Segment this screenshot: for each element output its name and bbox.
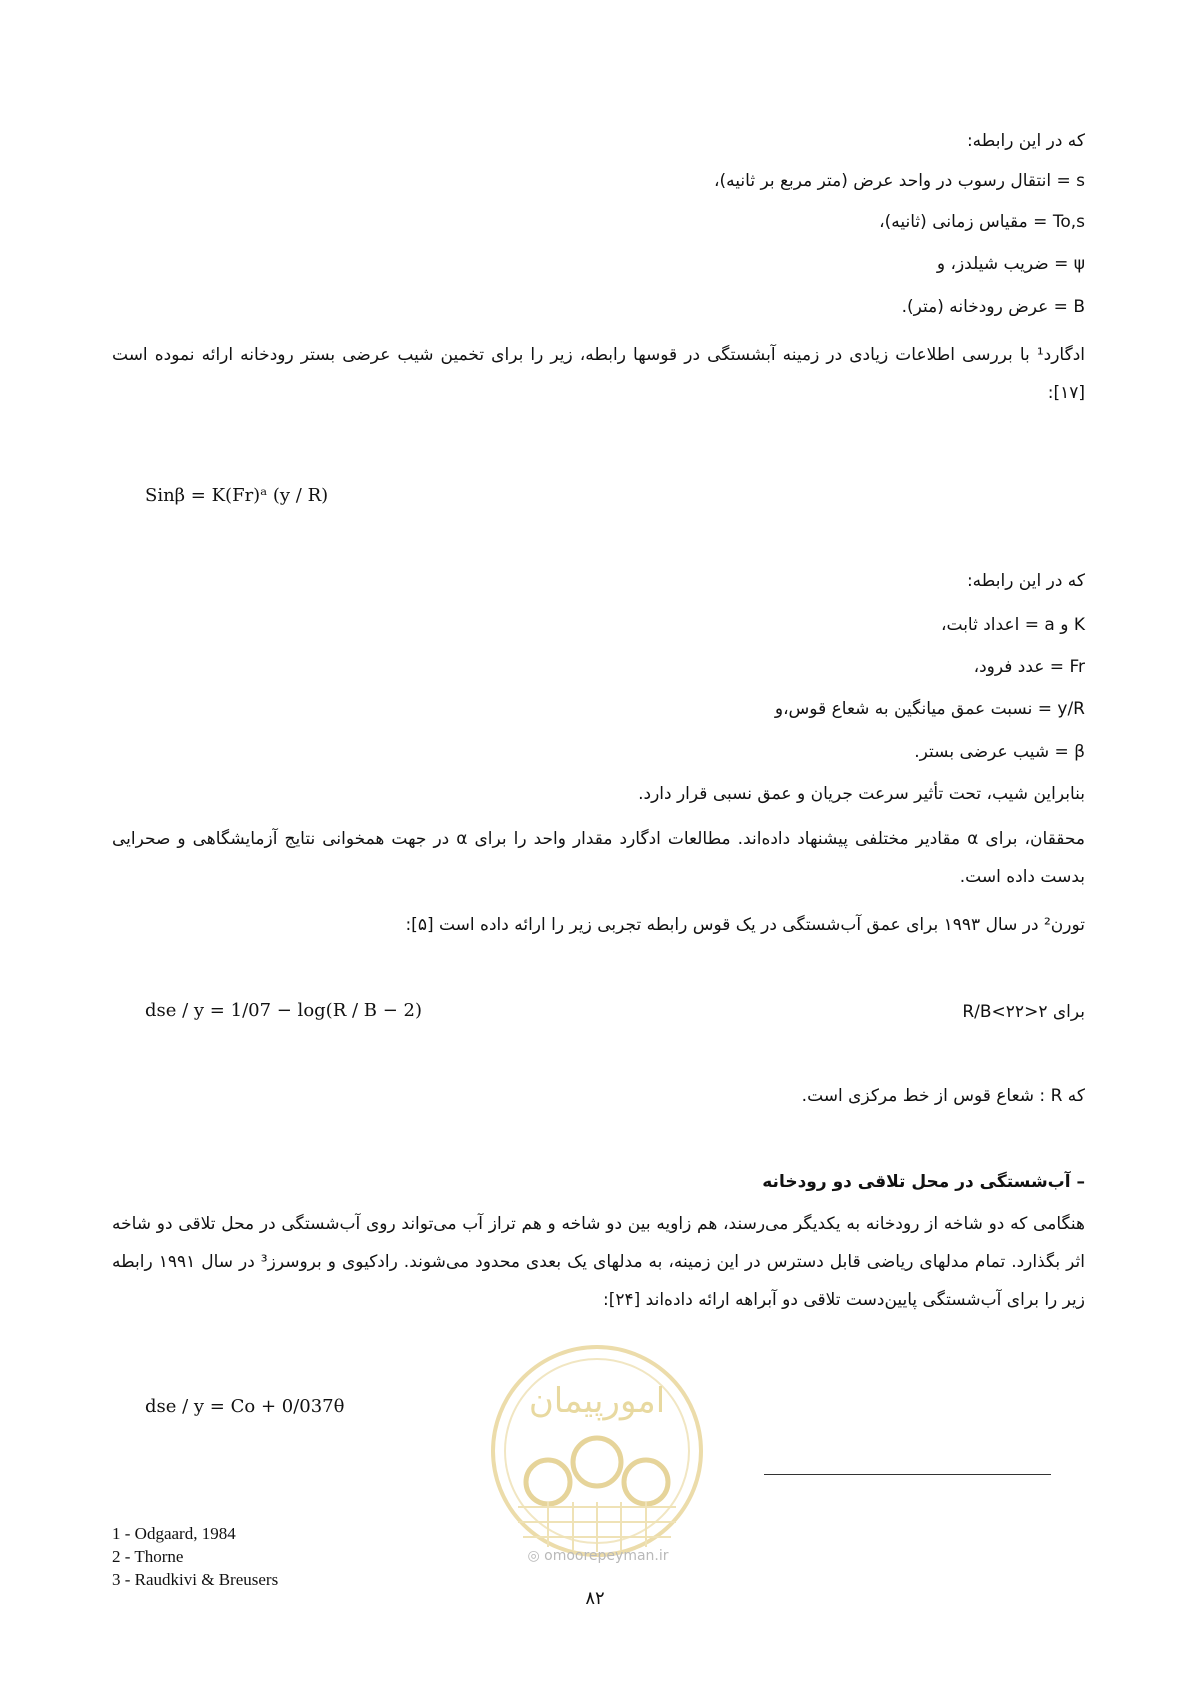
text-line: که در این رابطه: (966, 571, 1085, 591)
paragraph-thorne: تورن² در سال ۱۹۹۳ برای عمق آب‌شستگی در یک قوس رابطه تجربی زیر را ارائه داده است [۵]: (405, 915, 1085, 935)
equation-condition: برای ۲<R/B<۲۲ (962, 1002, 1085, 1022)
page-number: ۸۲ (585, 1588, 605, 1609)
equation-sin-beta: Sinβ = K(Fr)ᵃ (y / R) (145, 485, 329, 506)
text-line: β = شیب عرضی بستر. (914, 742, 1085, 762)
text-line: Fr = عدد فرود، (973, 657, 1085, 677)
paragraph-confluence: هنگامی که دو شاخه از رودخانه به یکدیگر می‌رسند، هم زاویه بین دو شاخه و هم تراز آب می‌تواند روی آب‌شستگی در محل تلاقی دو شاخه اثر بگذارد. تمام مدلهای ریاضی قابل دسترس در این زمینه، به مدلهای یک بعدی محدود می‌شوند. رادکیوی و بروسرز³ در سال ۱۹۹۱ رابطه زیر را برای آب‌شستگی پایین‌دست تلاقی دو آبراهه ارائه داده‌اند [۲۴]: (112, 1214, 1085, 1310)
text-line: y/R = نسبت عمق میانگین به شعاع قوس،و (774, 699, 1085, 719)
text-line: که R : شعاع قوس از خط مرکزی است. (801, 1086, 1085, 1106)
footnote: 3 - Raudkivi & Breusers (112, 1570, 279, 1589)
watermark-brand: امورپیمان (528, 1381, 666, 1421)
paragraph-odgaard: ادگارد¹ با بررسی اطلاعات زیادی در زمینه آبشستگی در قوسها رابطه، زیر را برای تخمین شیب عرضی بستر رودخانه ارائه نموده است [۱۷]: (112, 345, 1085, 403)
text-line: که در این رابطه: (966, 131, 1085, 151)
section-heading: – آب‌شستگی در محل تلاقی دو رودخانه (762, 1172, 1085, 1192)
equation-thorne: dse / y = 1/07 − log(R / B − 2) (145, 1000, 422, 1021)
footnote: 1 - Odgaard, 1984 (112, 1524, 236, 1543)
paragraph-slope: بنابراین شیب، تحت تأثیر سرعت جریان و عمق نسبی قرار دارد. (638, 784, 1085, 804)
watermark-logo (488, 1342, 706, 1560)
text-line: s = انتقال رسوب در واحد عرض (متر مربع بر ثانیه)، (714, 171, 1085, 191)
text-line: B = عرض رودخانه (متر). (901, 297, 1085, 317)
text-line: To,s = مقیاس زمانی (ثانیه)، (879, 212, 1085, 232)
equation-confluence: dse / y = Co + 0/037θ (145, 1396, 345, 1417)
globe-icon: ◎ (527, 1548, 540, 1564)
paragraph-researchers: محققان، برای α مقادیر مختلفی پیشنهاد داده‌اند. مطالعات ادگارد مقدار واحد را برای α در جهت همخوانی نتایج آزمایشگاهی و صحرایی بدست داده است. (112, 829, 1085, 887)
watermark-url (498, 1548, 698, 1564)
footnote-separator (764, 1474, 1051, 1475)
text-line: K و a = اعداد ثابت، (941, 615, 1085, 635)
footnote: 2 - Thorne (112, 1547, 184, 1566)
text-line: ψ = ضریب شیلدز، و (936, 254, 1085, 274)
watermark-url-text: omoorepeyman.ir (544, 1548, 669, 1564)
